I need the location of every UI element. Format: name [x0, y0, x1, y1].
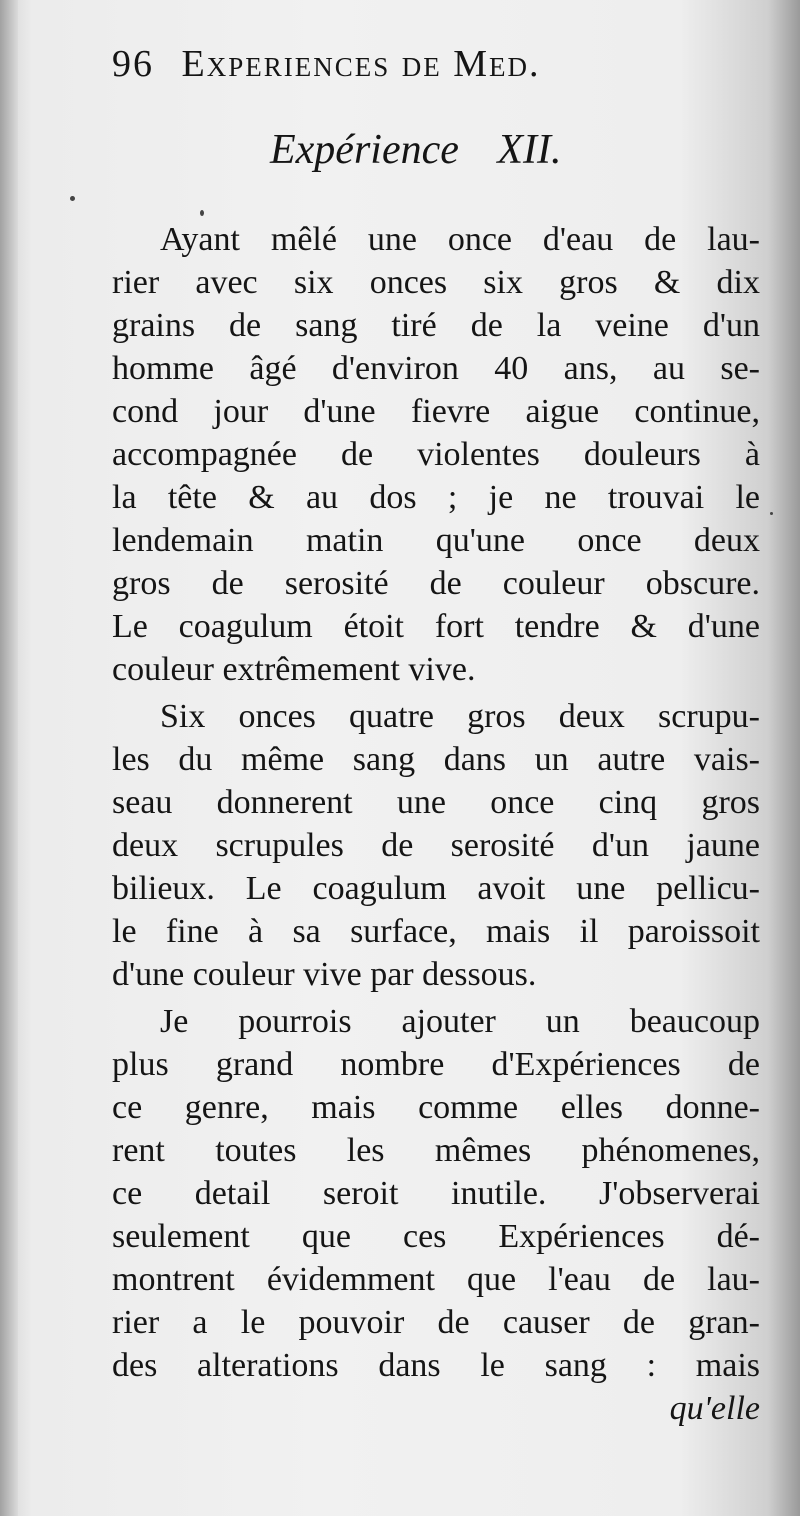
text-line: rent toutes les mêmes phénomenes, [112, 1132, 760, 1169]
text-line: plus grand nombre d'Expériences de [112, 1046, 760, 1083]
running-title: Experiences de Med. [181, 43, 541, 85]
text-line: d'une couleur vive par dessous. [112, 956, 537, 993]
text-line: lendemain matin qu'une once deux [112, 522, 760, 559]
page-number: 96 [112, 43, 154, 85]
ink-speck [770, 512, 773, 515]
text-line: le fine à sa surface, mais il paroissoit [112, 913, 760, 950]
experience-heading: Expérience XII. [270, 127, 562, 173]
text-line: les du même sang dans un autre vais- [112, 741, 760, 778]
ink-speck [200, 210, 204, 216]
text-line: seulement que ces Expériences dé- [112, 1218, 760, 1255]
text-line: montrent évidemment que l'eau de lau- [112, 1261, 760, 1298]
running-head [112, 42, 752, 92]
text-line: la tête & au dos ; je ne trouvai le [112, 479, 760, 516]
text-line: cond jour d'une fievre aigue continue, [112, 393, 760, 430]
text-line: Je pourrois ajouter un beaucoup [160, 1003, 760, 1040]
text-line: rier a le pouvoir de causer de gran- [112, 1304, 760, 1341]
text-line: seau donnerent une once cinq gros [112, 784, 760, 821]
text-line: homme âgé d'environ 40 ans, au se- [112, 350, 760, 387]
body-text [112, 218, 760, 1430]
text-line: ce detail seroit inutile. J'observerai [112, 1175, 760, 1212]
text-line: gros de serosité de couleur obscure. [112, 565, 760, 602]
ink-speck [70, 196, 75, 201]
text-line: bilieux. Le coagulum avoit une pellicu- [112, 870, 760, 907]
text-line: ce genre, mais comme elles donne- [112, 1089, 760, 1126]
text-line: Le coagulum étoit fort tendre & d'une [112, 608, 760, 645]
text-line: couleur extrêmement vive. [112, 651, 476, 688]
text-line: Ayant mêlé une once d'eau de lau- [160, 221, 760, 258]
text-line: Six onces quatre gros deux scrupu- [160, 698, 760, 735]
text-line: grains de sang tiré de la veine d'un [112, 307, 760, 344]
text-line: deux scrupules de serosité d'un jaune [112, 827, 760, 864]
catchword: qu'elle [669, 1390, 760, 1427]
text-line: rier avec six onces six gros & dix [112, 264, 760, 301]
text-line: des alterations dans le sang : mais [112, 1347, 760, 1384]
gutter-shadow [0, 0, 18, 1516]
text-line: accompagnée de violentes douleurs à [112, 436, 760, 473]
